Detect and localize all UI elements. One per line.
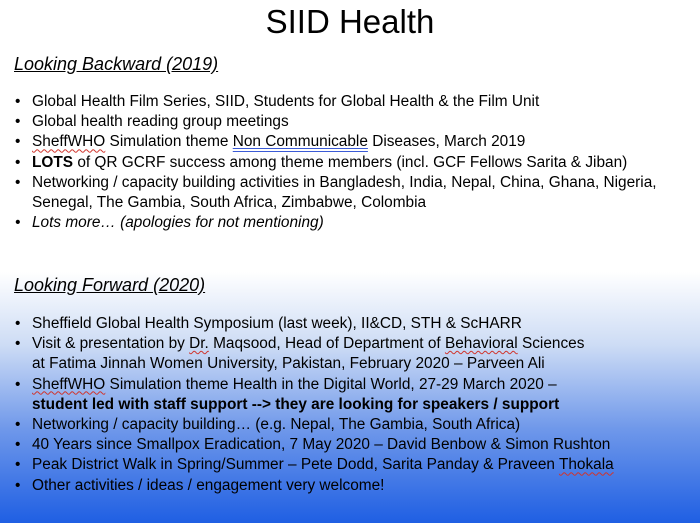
forward-list <box>14 314 700 496</box>
slide-title: SIID Health <box>265 3 435 40</box>
list-item: • SheffWHO Simulation theme Non Communicable Diseases, March 2019 <box>14 132 700 152</box>
backward-list <box>14 92 700 233</box>
list-item: • Visit & presentation by Dr. Maqsood, Head of Department of Behavioral Sciences at Fatima Jinnah Women University, Pakistan, February 2020 – Parveen Ali <box>14 334 700 374</box>
list-item: • Other activities / ideas / engagement very welcome! <box>14 476 700 496</box>
list-item: • Networking / capacity building… (e.g. Nepal, The Gambia, South Africa) <box>14 415 700 435</box>
list-item: • Lots more… (apologies for not mentioning) <box>14 213 700 233</box>
list-item: • SheffWHO Simulation theme Health in the Digital World, 27-29 March 2020 – student led with staff support --> they are looking for speakers / support <box>14 375 700 415</box>
list-item: • Global Health Film Series, SIID, Students for Global Health & the Film Unit <box>14 92 700 112</box>
list-item: • Peak District Walk in Spring/Summer – Pete Dodd, Sarita Panday & Praveen Thokala <box>14 455 700 475</box>
section-heading-backward: Looking Backward (2019) <box>14 54 219 74</box>
section-heading-forward: Looking Forward (2020) <box>14 275 206 295</box>
list-item: • Sheffield Global Health Symposium (last week), II&CD, STH & ScHARR <box>14 314 700 334</box>
list-item: • Networking / capacity building activities in Bangladesh, India, Nepal, China, Ghana, Nigeria, Senegal, The Gambia, South Africa, Zimbabwe, Colombia <box>14 173 700 213</box>
list-item: • Global health reading group meetings <box>14 112 700 132</box>
list-item: • LOTS of QR GCRF success among theme members (incl. GCF Fellows Sarita & Jiban) <box>14 153 700 173</box>
list-item: • 40 Years since Smallpox Eradication, 7 May 2020 – David Benbow & Simon Rushton <box>14 435 700 455</box>
